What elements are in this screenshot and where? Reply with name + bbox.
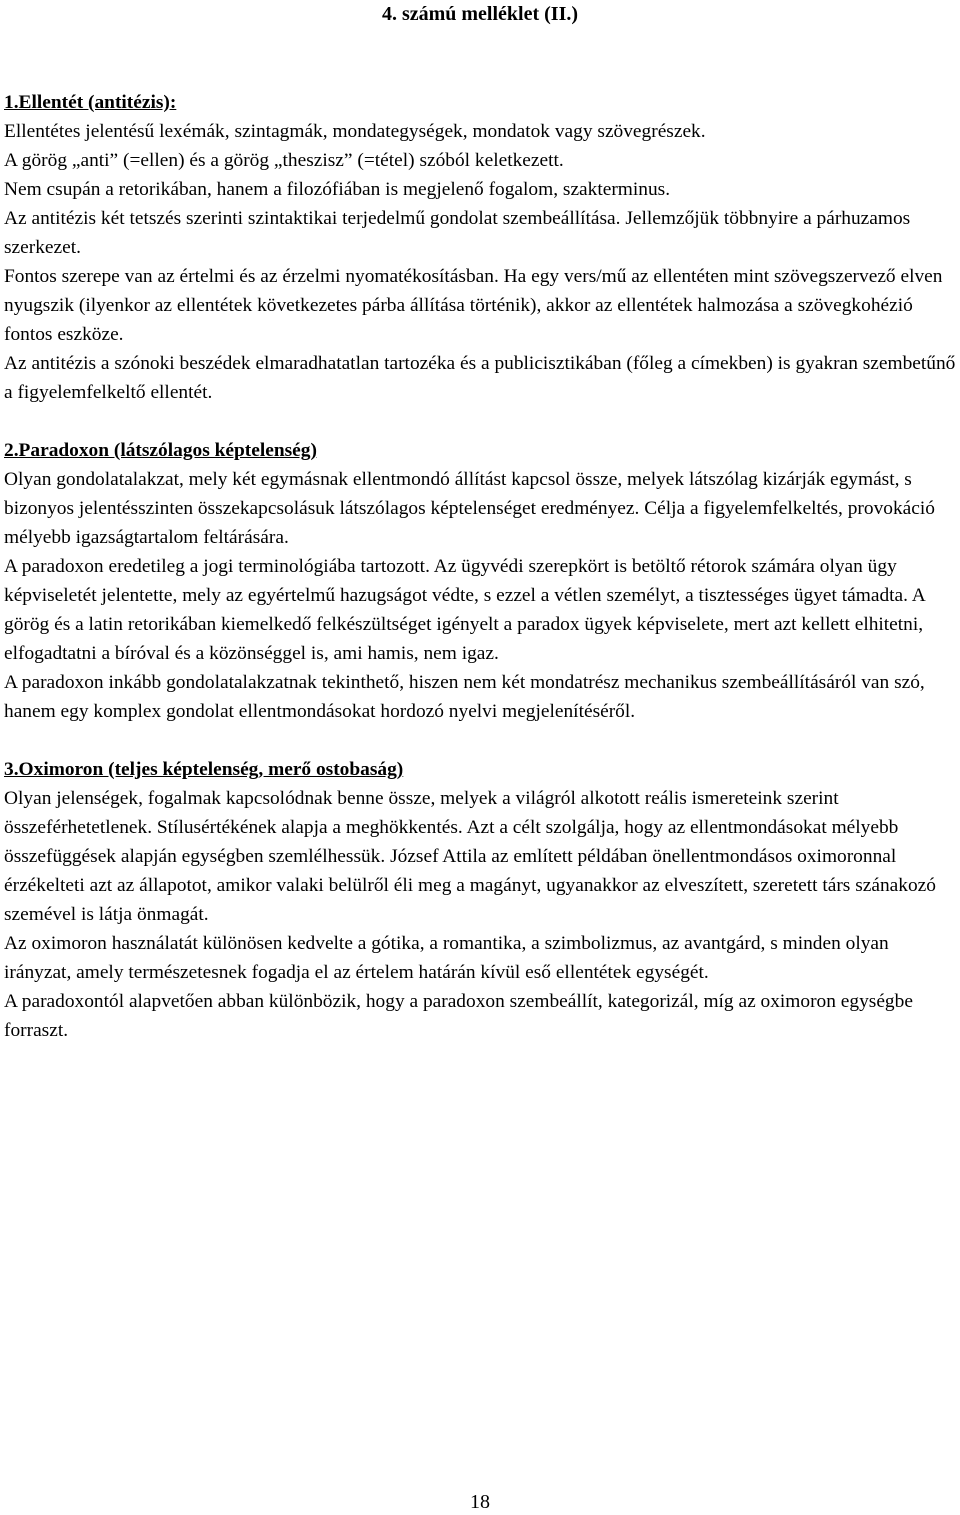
paragraph: A paradoxontól alapvetően abban különbözik, hogy a paradoxon szembeállít, kategorizál, míg az oximoron egységbe forraszt. <box>4 991 913 1041</box>
section-oxymoron <box>4 755 958 1045</box>
paragraph: Az antitézis két tetszés szerinti szintaktikai terjedelmű gondolat szembeállítása. Jellemzőjük többnyire a párhuzamos szerkezet. <box>4 208 911 258</box>
document-body <box>4 88 958 1045</box>
paragraph: Az antitézis a szónoki beszédek elmaradhatatlan tartozéka és a publicisztikában (főleg a címekben) is gyakran szembetűnő a figyelemfelkeltő ellentét. <box>4 353 956 403</box>
paragraph: Olyan jelenségek, fogalmak kapcsolódnak benne össze, melyek a világról alkotott reális ismereteink szerint összeférhetetlenek. Stílusértékének alapja a meghökkentés. Azt a célt szolgálja, hogy az ellentmondásokat mélyebb összefüggések alapján egységben szemlélhessük. József Attila az említett példában önellentmondásos oximoronnal érzékelteti azt az állapotot, amikor valaki belülről éli meg a magányt, ugyanakkor az elveszített, szeretett társ szánakozó szemével is látja önmagát. <box>4 788 936 925</box>
section-heading: 1.Ellentét (antitézis): <box>4 92 177 113</box>
section-spacer <box>4 407 958 436</box>
section-heading: 2.Paradoxon (látszólagos képtelenség) <box>4 440 317 461</box>
paragraph: Az oximoron használatát különösen kedvelte a gótika, a romantika, a szimbolizmus, az avantgárd, s minden olyan irányzat, amely természetesnek fogadja el az értelem határán kívül eső ellentétek egységét. <box>4 933 889 983</box>
page-number: 18 <box>470 1491 490 1513</box>
paragraph: A görög „anti” (=ellen) és a görög „theszisz” (=tétel) szóból keletkezett. <box>4 150 564 171</box>
section-paradox <box>4 436 958 726</box>
paragraph: Olyan gondolatalakzat, mely két egymásnak ellentmondó állítást kapcsol össze, melyek látszólag kizárják egymást, s bizonyos jelentésszinten összekapcsolásuk látszólagos képtelenséget eredményez. Célja a figyelemfelkeltés, provokáció mélyebb igazságtartalom feltárására. <box>4 469 935 548</box>
paragraph: Fontos szerepe van az értelmi és az érzelmi nyomatékosításban. Ha egy vers/mű az ellentéten mint szövegszervező elven nyugszik (ilyenkor az ellentétek következetes párba állítása történik), akkor az ellentétek halmozása a szövegkohézió fontos eszköze. <box>4 266 943 345</box>
paragraph: A paradoxon inkább gondolatalakzatnak tekinthető, hiszen nem két mondatrész mechanikus szembeállításáról van szó, hanem egy komplex gondolat ellentmondásokat hordozó nyelvi megjelenítéséről. <box>4 672 925 722</box>
paragraph: Ellentétes jelentésű lexémák, szintagmák, mondategységek, mondatok vagy szövegrészek. <box>4 121 706 142</box>
paragraph: Nem csupán a retorikában, hanem a filozófiában is megjelenő fogalom, szakterminus. <box>4 179 671 200</box>
paragraph: A paradoxon eredetileg a jogi terminológiába tartozott. Az ügyvédi szerepkört is betöltő rétorok számára olyan ügy képviseletét jelentette, mely az egyértelmű hazugságot védte, s ezzel a vétlen személyt, a tisztességes ügyet támadta. A görög és a latin retorikában kiemelkedő felkészültséget igényelt a paradox ügyek képviselete, mert azt kellett elhitetni, elfogadtatni a bíróval és a közönséggel is, ami hamis, nem igaz. <box>4 556 925 664</box>
page-title: 4. számú melléklet (II.) <box>381 3 579 25</box>
section-heading: 3.Oximoron (teljes képtelenség, merő ostobaság) <box>4 759 404 780</box>
section-spacer <box>4 726 958 755</box>
section-antithesis <box>4 88 958 407</box>
